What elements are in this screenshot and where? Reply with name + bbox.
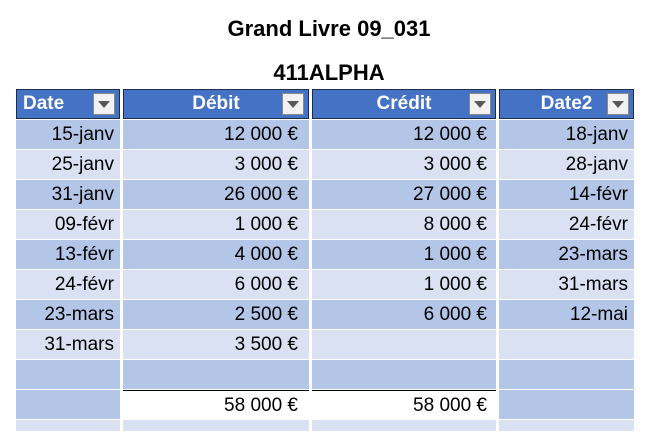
total-cell-debit[interactable]: 58 000 € [123,390,309,420]
table-cell-credit[interactable] [312,330,496,360]
total-cell-date2[interactable] [499,390,634,420]
table-cell-date[interactable] [16,420,120,432]
table-cell-date[interactable] [16,360,120,390]
table-cell-credit[interactable] [312,420,496,432]
table-cell-date2[interactable] [499,420,634,432]
header-debit-label: Débit [192,93,240,114]
total-cell-credit[interactable]: 58 000 € [312,390,496,420]
column-date [16,89,120,432]
table-cell-date2[interactable]: 28-janv [499,150,634,180]
table-cell-debit[interactable]: 4 000 € [123,240,309,270]
column-credit [312,89,496,432]
column-date2 [499,89,634,432]
table-cell-date2[interactable]: 31-mars [499,270,634,300]
header-credit [312,89,496,119]
table-cell-credit[interactable]: 27 000 € [312,180,496,210]
table-cell-date[interactable]: 24-févr [16,270,120,300]
table-cell-debit[interactable]: 6 000 € [123,270,309,300]
table-cell-date[interactable]: 23-mars [16,300,120,330]
header-date [16,89,120,119]
table-cell-date2[interactable]: 24-févr [499,210,634,240]
table-cell-debit[interactable]: 12 000 € [123,120,309,150]
ledger-title: Grand Livre 09_031 [227,16,431,41]
table-cell-debit[interactable]: 2 500 € [123,300,309,330]
chevron-down-icon [612,101,624,108]
table-cell-date2[interactable] [499,330,634,360]
header-date2 [499,89,634,119]
table-cell-date2[interactable]: 18-janv [499,120,634,150]
filter-dropdown-credit[interactable] [469,93,491,115]
filter-dropdown-date2[interactable] [607,93,629,115]
header-credit-label: Crédit [376,93,432,114]
table-cell-debit[interactable]: 26 000 € [123,180,309,210]
filter-dropdown-debit[interactable] [282,93,304,115]
table-cell-credit[interactable]: 8 000 € [312,210,496,240]
table-cell-debit[interactable] [123,420,309,432]
table-cell-date2[interactable]: 23-mars [499,240,634,270]
table-cell-credit[interactable]: 3 000 € [312,150,496,180]
table-cell-date[interactable]: 25-janv [16,150,120,180]
header-debit [123,89,309,119]
table-cell-credit[interactable]: 1 000 € [312,270,496,300]
account-code: 411ALPHA [273,60,385,85]
table-cell-date2[interactable] [499,360,634,390]
table-cell-credit[interactable] [312,360,496,390]
table-cell-date[interactable]: 13-févr [16,240,120,270]
table-cell-debit[interactable]: 3 500 € [123,330,309,360]
table-cell-debit[interactable]: 1 000 € [123,210,309,240]
table-cell-debit[interactable] [123,360,309,390]
table-cell-credit[interactable]: 1 000 € [312,240,496,270]
chevron-down-icon [98,101,110,108]
table-cell-date[interactable]: 31-mars [16,330,120,360]
filter-dropdown-date[interactable] [93,93,115,115]
ledger-table [16,89,634,432]
table-cell-date2[interactable]: 14-févr [499,180,634,210]
table-cell-credit[interactable]: 6 000 € [312,300,496,330]
header-date2-label: Date2 [540,93,593,114]
table-cell-date[interactable]: 09-févr [16,210,120,240]
table-cell-date[interactable]: 15-janv [16,120,120,150]
chevron-down-icon [287,101,299,108]
table-cell-date[interactable]: 31-janv [16,180,120,210]
table-cell-debit[interactable]: 3 000 € [123,150,309,180]
table-cell-date2[interactable]: 12-mai [499,300,634,330]
column-debit [123,89,309,432]
chevron-down-icon [474,101,486,108]
table-cell-credit[interactable]: 12 000 € [312,120,496,150]
total-cell-date[interactable] [16,390,120,420]
header-date-label: Date [23,93,65,114]
